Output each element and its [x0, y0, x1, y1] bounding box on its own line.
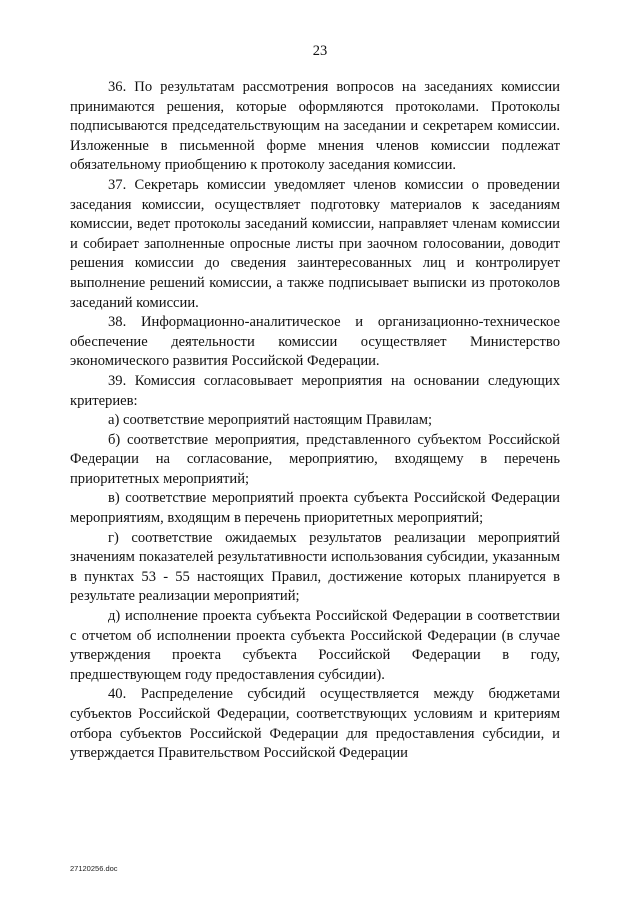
paragraph-38: 38. Информационно-аналитическое и организационно-техническое обеспечение деятельности комиссии осуществляет Министерство экономического развития Российской Федерации.: [70, 314, 560, 370]
criterion-v: в) соответствие мероприятий проекта субъекта Российской Федерации мероприятиям, входящим в перечень приоритетных мероприятий;: [70, 490, 560, 527]
criterion-g: г) соответствие ожидаемых результатов реализации мероприятий значениям показателей результативности использования субсидии, указанным в пунктах 53 - 55 настоящих Правил, достижение которых планируется в результате реализации мероприятий;: [70, 529, 560, 605]
paragraph-37: 37. Секретарь комиссии уведомляет членов комиссии о проведении заседания комиссии, осуществляет подготовку материалов к заседаниям комиссии, ведет протоколы заседаний комиссии, направляет членам комиссии и собирает заполненные опросные листы при заочном голосовании, доводит решения комиссии до сведения заинтересованных лиц и контролирует выполнение решений комиссии, а также подписывает выписки из протоколов заседаний комиссии.: [70, 176, 560, 311]
page-number: 23: [312, 43, 328, 59]
criterion-a: а) соответствие мероприятий настоящим Правилам;: [108, 412, 433, 429]
paragraph-36: 36. По результатам рассмотрения вопросов на заседаниях комиссии принимаются решения, которые оформляются протоколами. Протоколы подписываются председательствующим на заседании и секретарем комиссии. Изложенные в письменной форме мнения членов комиссии подлежат обязательному приобщению к протоколу заседания комиссии.: [70, 79, 560, 174]
criterion-b: б) соответствие мероприятия, представленного субъектом Российской Федерации на согласование, мероприятию, входящему в перечень приоритетных мероприятий;: [70, 431, 560, 487]
footer-file-name: 27120256.doc: [70, 864, 118, 873]
document-body: [70, 78, 560, 764]
paragraph-40: 40. Распределение субсидий осуществляется между бюджетами субъектов Российской Федерации, соответствующих условиям и критериям отбора субъектов Российской Федерации для предоставления субсидии, и утверждается Правительством Российской Федерации: [70, 686, 560, 762]
criterion-d: д) исполнение проекта субъекта Российской Федерации в соответствии с отчетом об исполнении проекта субъекта Российской Федерации (в случае утверждения проекта субъекта Российской Федерации в году, предшествующем году предоставления субсидии).: [70, 608, 560, 683]
paragraph-39: 39. Комиссия согласовывает мероприятия на основании следующих критериев:: [70, 372, 560, 409]
